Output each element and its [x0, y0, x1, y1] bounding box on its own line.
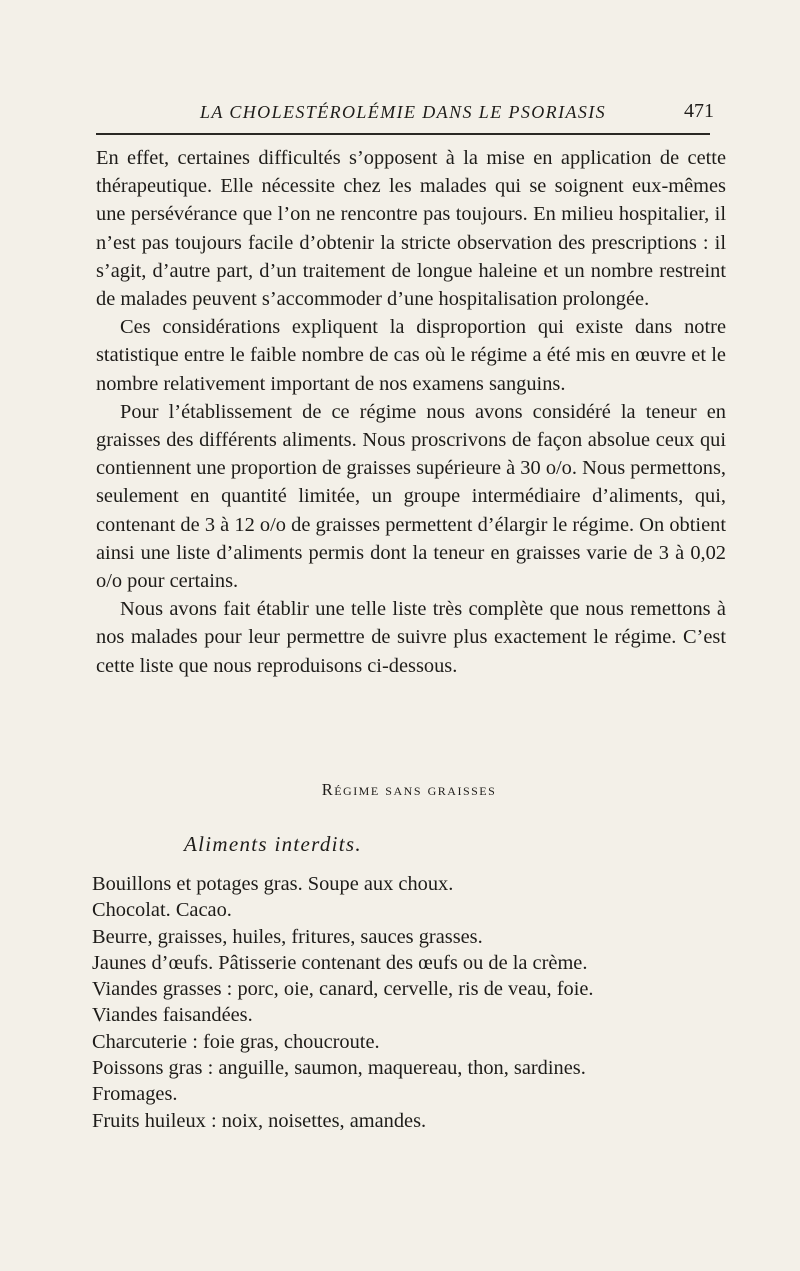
list-item: Fromages. — [92, 1083, 178, 1106]
list-item: Viandes grasses : porc, oie, canard, cervelle, ris de veau, foie. — [92, 978, 594, 1001]
header-rule — [96, 133, 710, 135]
paragraph-1: En effet, certaines difficultés s’opposent à la mise en application de cette thérapeutique. Elle nécessite chez les malades qui se soignent eux-mêmes une persévérance que l’on ne rencontre pas toujours. En milieu hospitalier, il n’est pas toujours facile d’obtenir la stricte observation des prescriptions : il s’agit, d’autre part, d’un traitement de longue haleine et un nombre restreint de malades peuvent s’accommoder d’une hospitalisation prolongée. — [96, 147, 726, 311]
list-item: Jaunes d’œufs. Pâtisserie contenant des œufs ou de la crème. — [92, 951, 588, 974]
section-title: Régime sans graisses — [321, 780, 497, 799]
running-title: LA CHOLESTÉROLÉMIE DANS LE PSORIASIS — [200, 102, 607, 122]
list-item: Charcuterie : foie gras, choucroute. — [92, 1030, 380, 1053]
list-item: Poissons gras : anguille, saumon, maquereau, thon, sardines. — [92, 1057, 586, 1080]
body-text — [96, 144, 726, 680]
running-head — [96, 100, 718, 128]
list-item: Fruits huileux : noix, noisettes, amandes. — [92, 1109, 427, 1132]
subsection-title: Aliments interdits. — [184, 832, 362, 856]
paragraph-4: Nous avons fait établir une telle liste très complète que nous remettons à nos malades pour leur permettre de suivre plus exactement le régime. C’est cette liste que nous reproduisons ci-dessous. — [96, 598, 726, 677]
list-item: Viandes faisandées. — [92, 1004, 253, 1027]
list-item: Chocolat. Cacao. — [92, 899, 232, 922]
page-number: 471 — [684, 100, 714, 122]
paragraph-2: Ces considérations expliquent la disproportion qui existe dans notre statistique entre le faible nombre de cas où le régime a été mis en œuvre et le nombre relativement important de nos examens sanguins. — [96, 316, 726, 395]
paragraph-3: Pour l’établissement de ce régime nous avons considéré la teneur en graisses des différents aliments. Nous proscrivons de façon absolue ceux qui contiennent une proportion de graisses supérieure à 30 o/o. Nous permettons, seulement en quantité limitée, un groupe intermédiaire d’aliments, qui, contenant de 3 à 12 o/o de graisses permettent d’élargir le régime. On obtient ainsi une liste d’aliments permis dont la teneur en graisses varie de 3 à 0,02 o/o pour certains. — [96, 400, 726, 593]
list-item: Beurre, graisses, huiles, fritures, sauces grasses. — [92, 925, 483, 948]
forbidden-foods-list — [92, 871, 732, 1134]
list-item: Bouillons et potages gras. Soupe aux choux. — [92, 873, 454, 895]
